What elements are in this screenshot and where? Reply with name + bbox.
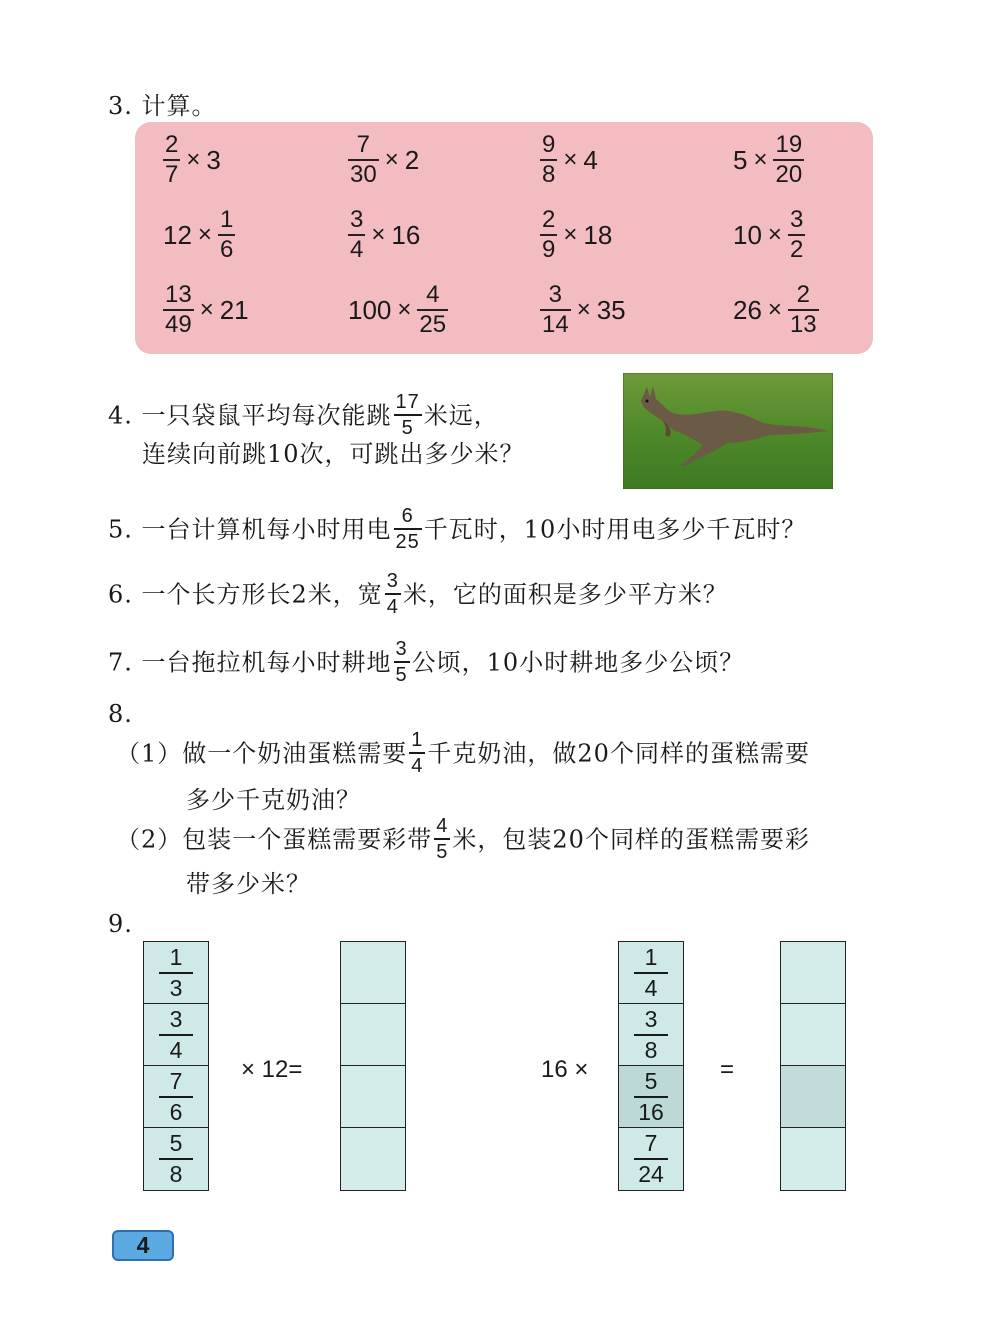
q9-fraction-den: 3 xyxy=(169,974,183,1001)
page-number-badge: 4 xyxy=(112,1230,174,1261)
calc-problem xyxy=(348,208,420,262)
calc-multiply-sign: × xyxy=(767,221,782,248)
calc-multiply-sign: × xyxy=(563,146,578,173)
calc-fraction-num: 3 xyxy=(350,206,364,233)
calc-multiply-sign: × xyxy=(563,221,578,248)
calc-fraction-den: 49 xyxy=(165,311,192,338)
q9-answer-cell[interactable] xyxy=(781,1066,845,1128)
calc-problem xyxy=(348,283,448,337)
q4-frac-den: 5 xyxy=(401,417,414,439)
calc-fraction xyxy=(348,208,365,262)
q9-cell xyxy=(144,1128,208,1190)
calc-whole-number: 18 xyxy=(583,219,613,250)
calc-fraction-den: 8 xyxy=(542,161,556,188)
q9-fraction-num: 5 xyxy=(169,1130,183,1156)
q9-fraction-num: 3 xyxy=(644,1005,658,1032)
q7 xyxy=(108,638,745,687)
q5-frac-num: 6 xyxy=(401,505,414,527)
q9-heading: 9. xyxy=(108,910,133,938)
calc-fraction-num: 2 xyxy=(165,131,179,158)
calc-problem xyxy=(540,133,598,187)
q9-answer-cell[interactable] xyxy=(781,942,845,1004)
calc-problem xyxy=(540,283,626,337)
q9-left-operator: × 12= xyxy=(241,1056,303,1083)
q9-fraction-num: 5 xyxy=(644,1067,658,1094)
calc-fraction-num: 1 xyxy=(219,206,234,233)
calc-multiply-sign: × xyxy=(384,146,399,173)
calc-fraction xyxy=(788,208,805,262)
calc-multiply-sign: × xyxy=(186,146,201,173)
calc-fraction-num: 13 xyxy=(165,281,192,308)
calc-whole-number: 100 xyxy=(348,294,392,325)
q9-fraction xyxy=(634,1067,668,1125)
q8-p1-frac-num: 1 xyxy=(411,729,424,751)
calc-whole-number: 26 xyxy=(733,294,762,325)
calc-fraction xyxy=(348,133,379,187)
q6-frac-num: 3 xyxy=(386,570,399,592)
calc-fraction-den: 25 xyxy=(419,311,447,338)
q9-answer-cell[interactable] xyxy=(341,1128,405,1190)
calc-problem xyxy=(163,283,249,337)
q9-answer-cell[interactable] xyxy=(781,1004,845,1066)
q6-frac-den: 4 xyxy=(386,596,399,618)
calc-fraction xyxy=(540,133,557,187)
calc-fraction-den: 6 xyxy=(219,236,234,263)
q9-left-answer-column[interactable] xyxy=(340,941,406,1191)
calc-multiply-sign: × xyxy=(767,296,782,323)
calc-fraction-num: 4 xyxy=(426,281,440,308)
calc-fraction-den: 2 xyxy=(789,236,804,263)
calc-multiply-sign: × xyxy=(576,296,591,323)
calc-fraction-num: 7 xyxy=(356,131,371,158)
q5-text-a: 5. 一台计算机每小时用电 xyxy=(108,515,392,544)
q8-p2-fraction xyxy=(434,816,450,862)
calc-fraction-den: 14 xyxy=(542,311,569,338)
q8-p1-text-b: 千克奶油，做20个同样的蛋糕需要 xyxy=(427,739,810,768)
q6-text-b: 米，它的面积是多少平方米？ xyxy=(402,580,728,609)
q7-frac-num: 3 xyxy=(395,638,408,660)
q9-fraction xyxy=(159,1005,193,1063)
q9-fraction xyxy=(159,943,193,1001)
calc-fraction-num: 3 xyxy=(789,206,804,233)
calc-fraction xyxy=(163,133,180,187)
q4-frac-num: 17 xyxy=(395,391,420,413)
q8-p2-frac-den: 5 xyxy=(436,841,449,863)
calc-whole-number: 3 xyxy=(206,144,221,175)
q9-cell xyxy=(144,942,208,1004)
q9-fraction-num: 7 xyxy=(644,1130,658,1156)
calc-problem xyxy=(733,208,805,262)
calc-whole-number: 16 xyxy=(391,219,421,250)
q8-p2-frac-num: 4 xyxy=(436,815,449,837)
q9-fraction-den: 8 xyxy=(169,1161,183,1187)
q7-text-b: 公顷，10小时耕地多少公顷？ xyxy=(411,648,745,677)
calc-multiply-sign: × xyxy=(197,221,212,248)
calc-whole-number: 35 xyxy=(596,294,626,325)
calc-fraction-den: 13 xyxy=(789,311,817,338)
q9-fraction-den: 16 xyxy=(638,1098,664,1125)
q9-fraction xyxy=(159,1067,193,1125)
q9-answer-cell[interactable] xyxy=(341,1004,405,1066)
calc-fraction xyxy=(788,283,819,337)
q5-frac-den: 25 xyxy=(395,531,420,553)
q9-fraction xyxy=(159,1132,193,1186)
calc-whole-number: 12 xyxy=(163,219,192,250)
q9-right-fraction-column xyxy=(618,941,684,1191)
q9-fraction-den: 6 xyxy=(169,1098,183,1125)
calc-multiply-sign: × xyxy=(199,296,214,323)
calc-fraction-den: 7 xyxy=(165,161,179,188)
calc-problem xyxy=(733,133,804,187)
q9-fraction-num: 7 xyxy=(169,1067,183,1094)
q3-heading: 3. 计算。 xyxy=(108,92,217,120)
calc-fraction xyxy=(540,283,571,337)
q9-cell xyxy=(619,1004,683,1066)
q9-fraction-num: 1 xyxy=(644,943,658,970)
q9-cell xyxy=(619,1128,683,1190)
q9-fraction xyxy=(634,1005,668,1063)
calc-fraction xyxy=(540,208,557,262)
kangaroo-photo xyxy=(623,373,833,489)
q8-p2-text-a: （2）包装一个蛋糕需要彩带 xyxy=(116,825,433,854)
q9-right-operator: = xyxy=(720,1056,735,1083)
calc-fraction-den: 9 xyxy=(542,236,556,263)
calc-fraction-num: 9 xyxy=(542,131,556,158)
calc-whole-number: 10 xyxy=(733,219,762,250)
calc-whole-number: 21 xyxy=(219,294,249,325)
q8-part1-line2: 多少千克奶油？ xyxy=(186,786,361,814)
q7-frac-den: 5 xyxy=(395,664,408,686)
calc-fraction-den: 30 xyxy=(350,161,377,188)
q9-fraction-num: 3 xyxy=(169,1005,183,1032)
calc-fraction-den: 20 xyxy=(775,161,803,188)
calc-fraction-num: 3 xyxy=(548,281,563,308)
q4-fraction xyxy=(394,392,422,438)
q4-text-a: 4. 一只袋鼠平均每次能跳 xyxy=(108,401,392,430)
calc-fraction-num: 2 xyxy=(796,281,810,308)
q8-heading: 8. xyxy=(108,700,133,728)
calc-problem xyxy=(348,133,419,187)
q8-part2-line1 xyxy=(116,815,810,864)
calc-problem xyxy=(163,133,221,187)
q4-text-b: 米远， xyxy=(423,401,499,430)
calc-problem xyxy=(733,283,819,337)
q9-cell xyxy=(144,1066,208,1128)
q9-answer-cell[interactable] xyxy=(781,1128,845,1190)
q8-p2-text-b: 米，包装20个同样的蛋糕需要彩 xyxy=(452,825,810,854)
q9-cell xyxy=(144,1004,208,1066)
calc-multiply-sign: × xyxy=(397,296,412,323)
calc-whole-number: 4 xyxy=(583,144,598,175)
q5-fraction xyxy=(394,506,422,552)
q5 xyxy=(108,505,807,554)
calc-fraction-den: 4 xyxy=(350,236,364,263)
calc-whole-number: 2 xyxy=(404,144,420,175)
q9-fraction xyxy=(634,943,668,1001)
q9-cell xyxy=(619,1066,683,1128)
q9-fraction-num: 1 xyxy=(169,943,183,970)
calc-problem xyxy=(540,208,612,262)
q8-p1-fraction xyxy=(409,730,425,776)
calc-fraction-num: 19 xyxy=(775,131,803,158)
q9-fraction-den: 24 xyxy=(638,1161,664,1187)
q8-p1-text-a: （1）做一个奶油蛋糕需要 xyxy=(116,739,408,768)
q4-line2: 连续向前跳10次，可跳出多少米？ xyxy=(142,440,525,468)
calc-fraction xyxy=(773,133,804,187)
calc-problem xyxy=(163,208,235,262)
q7-text-a: 7. 一台拖拉机每小时耕地 xyxy=(108,648,392,677)
q5-text-b: 千瓦时，10小时用电多少千瓦时？ xyxy=(423,515,807,544)
calc-fraction xyxy=(218,208,235,262)
q8-p1-frac-den: 4 xyxy=(411,755,424,777)
q8-part1-line1 xyxy=(116,729,810,778)
q9-left-fraction-column xyxy=(143,941,209,1191)
q9-cell xyxy=(619,942,683,1004)
q9-answer-cell[interactable] xyxy=(341,1066,405,1128)
q9-right-answer-column[interactable] xyxy=(780,941,846,1191)
q9-fraction-den: 8 xyxy=(644,1036,658,1063)
q7-fraction xyxy=(394,639,410,685)
q6 xyxy=(108,570,728,619)
q9-fraction-den: 4 xyxy=(644,974,658,1001)
calc-fraction xyxy=(163,283,194,337)
q9-right-prefix: 16 × xyxy=(541,1056,589,1083)
calc-multiply-sign: × xyxy=(371,221,386,248)
q6-fraction xyxy=(385,571,401,617)
calc-whole-number: 5 xyxy=(733,144,748,175)
q9-fraction xyxy=(634,1132,668,1186)
q9-fraction-den: 4 xyxy=(169,1036,183,1063)
calc-fraction-num: 2 xyxy=(542,206,556,233)
q8-part2-line2: 带多少米？ xyxy=(186,870,311,898)
q6-text-a: 6. 一个长方形长2米，宽 xyxy=(108,580,383,609)
calc-fraction xyxy=(417,283,448,337)
q9-answer-cell[interactable] xyxy=(341,942,405,1004)
calc-multiply-sign: × xyxy=(753,146,768,173)
